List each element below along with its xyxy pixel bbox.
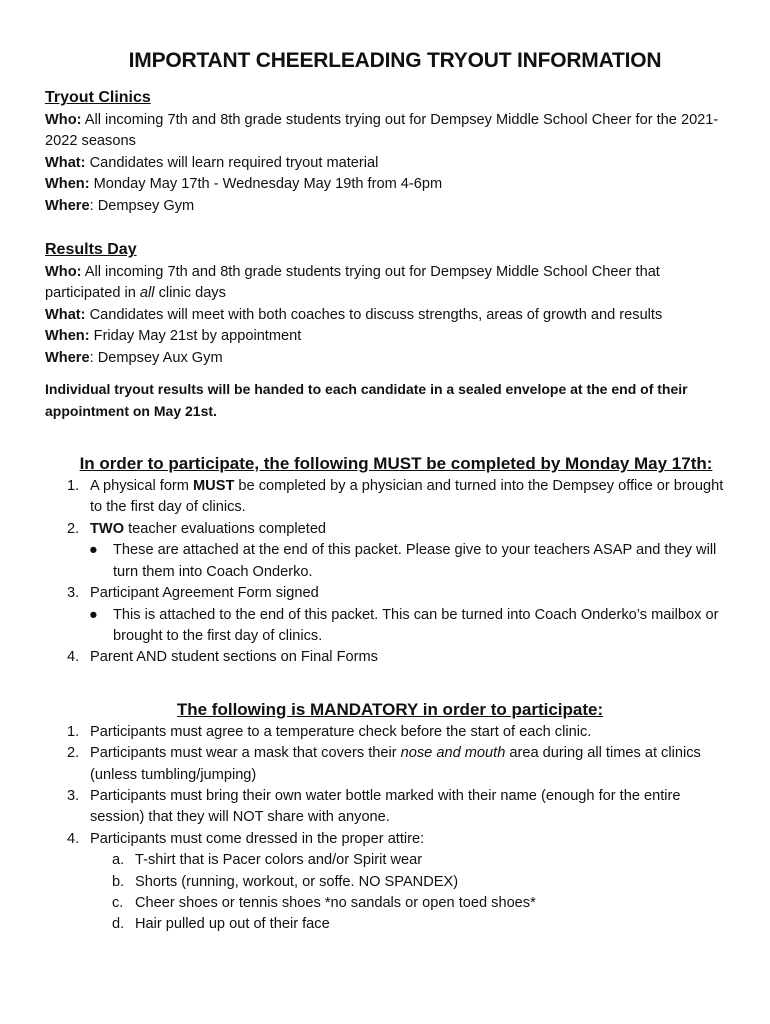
participate-heading: In order to participate, the following MUST be completed by Monday May 17th:: [79, 454, 713, 474]
list-letter: a.: [112, 852, 125, 869]
list-number: 3.: [67, 585, 80, 602]
clinics-where-label: Where: [45, 197, 90, 214]
mandatory-item-1: [45, 722, 735, 743]
participate-sublist-2: [45, 540, 735, 583]
mandatory-item-2: [45, 743, 735, 786]
attire-item: [45, 850, 735, 871]
item-text: These are attached at the end of this packet. Please give to your teachers ASAP and they will turn them into Coach Onderko.: [113, 542, 717, 580]
item-text: Cheer shoes or tennis shoes *no sandals or open toed shoes*: [135, 894, 536, 911]
mandatory-item-3: [45, 786, 735, 829]
results-when-label: When:: [45, 328, 90, 345]
document-page: [45, 44, 735, 936]
item-emphasis: TWO: [90, 520, 125, 537]
item-text: Participants must wear a mask that covers their: [90, 745, 401, 762]
item-text: A physical form: [90, 478, 194, 495]
list-number: 1.: [67, 723, 80, 740]
participate-item-1: [45, 476, 735, 519]
mandatory-item-4: [45, 829, 735, 850]
results-who-text-a: All incoming 7th and 8th grade students trying out for Dempsey Middle School Cheer that participated in: [45, 264, 660, 302]
clinics-when: [45, 174, 735, 195]
results-where: [45, 348, 735, 369]
attire-item: [45, 893, 735, 914]
item-text: This is attached to the end of this packet. This can be turned into Coach Onderko’s mailbox or brought to the first day of clinics.: [113, 606, 719, 644]
results-day-heading: Results Day: [45, 241, 137, 259]
list-number: 4.: [67, 830, 80, 847]
item-text: area during all times at clinics (unless tumbling/jumping): [90, 745, 701, 783]
results-what-label: What:: [45, 306, 86, 323]
participate-list-end: [45, 647, 735, 668]
clinics-when-label: When:: [45, 176, 90, 193]
clinics-when-text: Monday May 17th - Wednesday May 19th from 4-6pm: [89, 176, 443, 193]
list-letter: c.: [112, 894, 124, 911]
results-who-text-b: clinic days: [154, 285, 226, 302]
bullet-icon: ●: [89, 542, 98, 559]
results-when: [45, 326, 735, 347]
clinics-who-text: All incoming 7th and 8th grade students trying out for Dempsey Middle School Cheer for the 2021-2022 seasons: [45, 112, 719, 150]
item-text: Shorts (running, workout, or soffe. NO SPANDEX): [135, 873, 459, 890]
item-emphasis: MUST: [193, 478, 235, 495]
item-text: Participants must bring their own water bottle marked with their name (enough for the entire session) that they will NOT share with anyone.: [90, 787, 681, 826]
item-text: Participants must come dressed in the proper attire:: [90, 830, 425, 847]
results-where-text: : Dempsey Aux Gym: [89, 349, 223, 366]
mandatory-heading: The following is MANDATORY in order to participate:: [176, 699, 604, 719]
attire-item: [45, 914, 735, 935]
attire-list: [45, 850, 735, 936]
clinics-where: [45, 196, 735, 217]
item-text: T-shirt that is Pacer colors and/or Spirit wear: [135, 852, 423, 869]
participate-list: [45, 476, 735, 540]
list-number: 2.: [67, 745, 80, 762]
results-what-text: Candidates will meet with both coaches to discuss strengths, areas of growth and results: [85, 306, 663, 323]
item-text: Parent AND student sections on Final Forms: [90, 649, 378, 666]
item-emphasis: nose and mouth: [400, 745, 506, 762]
list-number: 3.: [67, 787, 80, 804]
item-text: Hair pulled up out of their face: [135, 916, 330, 933]
clinics-what-label: What:: [45, 154, 86, 171]
item-text: teacher evaluations completed: [124, 520, 327, 537]
item-text: Participant Agreement Form signed: [90, 585, 319, 602]
list-letter: b.: [112, 873, 125, 890]
results-who: [45, 262, 735, 305]
results-where-label: Where: [45, 349, 90, 366]
list-item: [45, 540, 735, 583]
results-what: [45, 305, 735, 326]
list-item: [45, 605, 735, 648]
list-letter: d.: [112, 916, 125, 933]
results-who-emphasis: all: [139, 285, 155, 302]
participate-item-2: [45, 519, 735, 540]
clinics-who: [45, 110, 735, 153]
list-number: 2.: [67, 520, 80, 537]
clinics-where-text: : Dempsey Gym: [89, 197, 195, 214]
results-note: Individual tryout results will be handed to each candidate in a sealed envelope at the end of their appointment on May 21st.: [45, 381, 688, 420]
item-text: Participants must agree to a temperature check before the start of each clinic.: [90, 723, 592, 740]
mandatory-list: [45, 722, 735, 850]
results-when-text: Friday May 21st by appointment: [89, 328, 302, 345]
clinics-what-text: Candidates will learn required tryout material: [85, 154, 379, 171]
participate-item-3: [45, 583, 735, 604]
page-title: IMPORTANT CHEERLEADING TRYOUT INFORMATION: [128, 49, 662, 72]
participate-sublist-3: [45, 605, 735, 648]
list-number: 1.: [67, 478, 80, 495]
participate-list-cont: [45, 583, 735, 604]
tryout-clinics-heading: Tryout Clinics: [45, 89, 151, 106]
clinics-who-label: Who:: [45, 112, 82, 128]
attire-item: [45, 872, 735, 893]
participate-item-4: [45, 647, 735, 668]
bullet-icon: ●: [89, 606, 98, 623]
list-number: 4.: [67, 649, 80, 666]
item-text: be completed by a physician and turned into the Dempsey office or brought to the first day of clinics.: [90, 478, 724, 516]
results-who-label: Who:: [45, 264, 82, 281]
clinics-what: [45, 153, 735, 174]
